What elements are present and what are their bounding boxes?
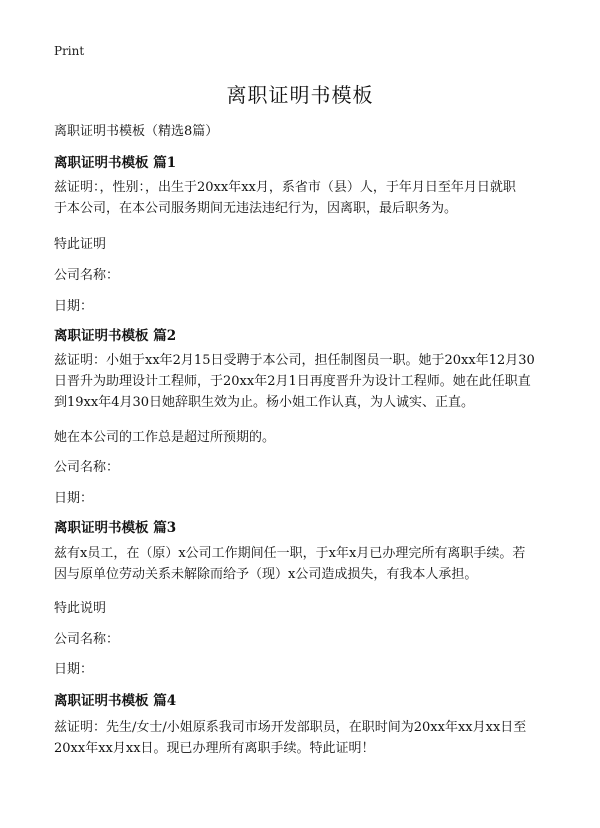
section-2-heading: 离职证明书模板 篇2 [54,328,177,344]
document-subtitle: 离职证明书模板（精选8篇） [54,124,219,139]
section-3-company-name-label: 公司名称： [54,632,120,647]
section-3-heading: 离职证明书模板 篇3 [54,520,177,536]
section-3-closing: 特此说明 [54,601,107,616]
section-2-body: 兹证明：小姐于xx年2月15日受聘于本公司，担任制图员一职。她于20xx年12月30 日晋升为助理设计工程师，于20xx年2月1日再度晋升为设计工程师。她在此任职直 到19xx年4月30日她辞职生效为止。杨小姐工作认真，为人诚实、正直。 [54,353,535,410]
section-3-date-label: 日期： [54,662,94,677]
section-2-statement: 她在本公司的工作总是超过所预期的。 [54,430,276,445]
section-4-body: 兹证明：先生/女士/小姐原系我司市场开发部职员，在职时间为20xx年xx月xx日至 20xx年xx月xx日。现已办理所有离职手续。特此证明！ [54,720,527,756]
page-title: 离职证明书模板 [226,83,374,107]
section-1-heading: 离职证明书模板 篇1 [54,155,177,171]
section-1-body: 兹证明：，性别：，出生于20xx年xx月，系省市（县）人，于年月日至年月日就职 于本公司，在本公司服务期间无违法违纪行为，因离职，最后职务为。 [54,180,516,216]
section-3-body: 兹有x员工，在（原）x公司工作期间任一职，于x年x月已办理完所有离职手续。若 因与原单位劳动关系未解除而给予（现）x公司造成损失，有我本人承担。 [54,546,526,582]
print-label: Print [54,44,85,58]
section-2-company-name-label: 公司名称： [54,460,120,475]
section-4-heading: 离职证明书模板 篇4 [54,693,177,709]
section-1-closing: 特此证明 [54,237,107,252]
section-1-date-label: 日期： [54,299,94,314]
section-1-company-name-label: 公司名称： [54,268,120,283]
section-2-date-label: 日期： [54,491,94,506]
